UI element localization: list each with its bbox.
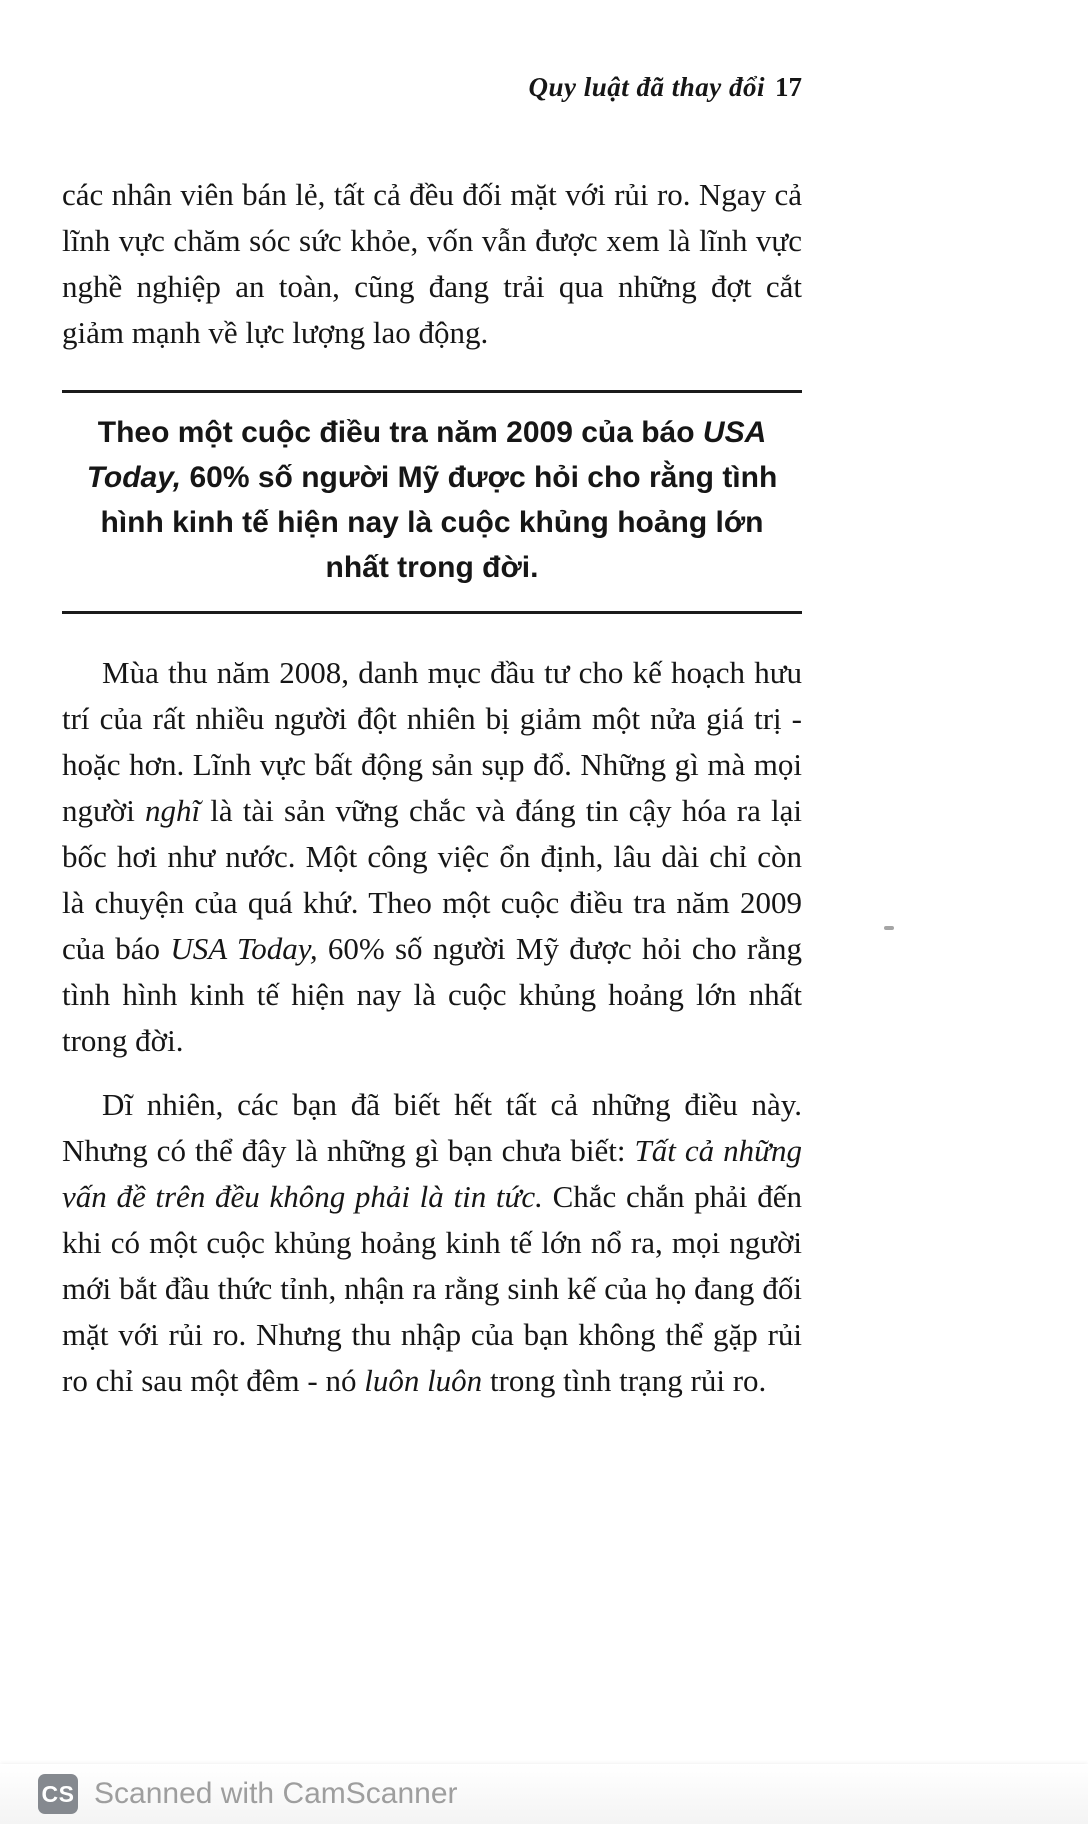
pull-quote: Theo một cuộc điều tra năm 2009 của báo USA Today, 60% số người Mỹ được hỏi cho rằng tình hình kinh tế hiện nay là cuộc khủng hoảng lớn nhất trong đời.	[62, 390, 802, 614]
body-paragraph-1: các nhân viên bán lẻ, tất cả đều đối mặt với rủi ro. Ngay cả lĩnh vực chăm sóc sức khỏe, vốn vẫn được xem là lĩnh vực nghề nghiệp an toàn, cũng đang trải qua những đợt cắt giảm mạnh về lực lượng lao động.	[62, 177, 802, 350]
camscanner-watermark-bar	[0, 1764, 1088, 1824]
camscanner-watermark-text: Scanned with CamScanner	[94, 1777, 458, 1810]
camscanner-logo-icon: CS	[38, 1774, 78, 1814]
running-header	[62, 72, 802, 102]
body-paragraph-2: Mùa thu năm 2008, danh mục đầu tư cho kế hoạch hưu trí của rất nhiều người đột nhiên bị giảm một nửa giá trị - hoặc hơn. Lĩnh vực bất động sản sụp đổ. Những gì mà mọi người nghĩ là tài sản vững chắc và đáng tin cậy hóa ra lại bốc hơi như nước. Một công việc ổn định, lâu dài chỉ còn là chuyện của quá khứ. Theo một cuộc điều tra năm 2009 của báo USA Today, 60% số người Mỹ được hỏi cho rằng tình hình kinh tế hiện nay là cuộc khủng hoảng lớn nhất trong đời.	[62, 655, 802, 1058]
body-paragraph-3: Dĩ nhiên, các bạn đã biết hết tất cả những điều này. Nhưng có thể đây là những gì bạn chưa biết: Tất cả những vấn đề trên đều không phải là tin tức. Chắc chắn phải đến khi có một cuộc khủng hoảng kinh tế lớn nổ ra, mọi người mới bắt đầu thức tỉnh, nhận ra rằng sinh kế của họ đang đối mặt với rủi ro. Nhưng thu nhập của bạn không thể gặp rủi ro chỉ sau một đêm - nó luôn luôn trong tình trạng rủi ro.	[62, 1087, 802, 1398]
running-title: Quy luật đã thay đổi	[528, 72, 765, 102]
page-content	[62, 72, 802, 1404]
page-number: 17	[775, 72, 802, 102]
scan-artifact-mark	[884, 926, 894, 930]
